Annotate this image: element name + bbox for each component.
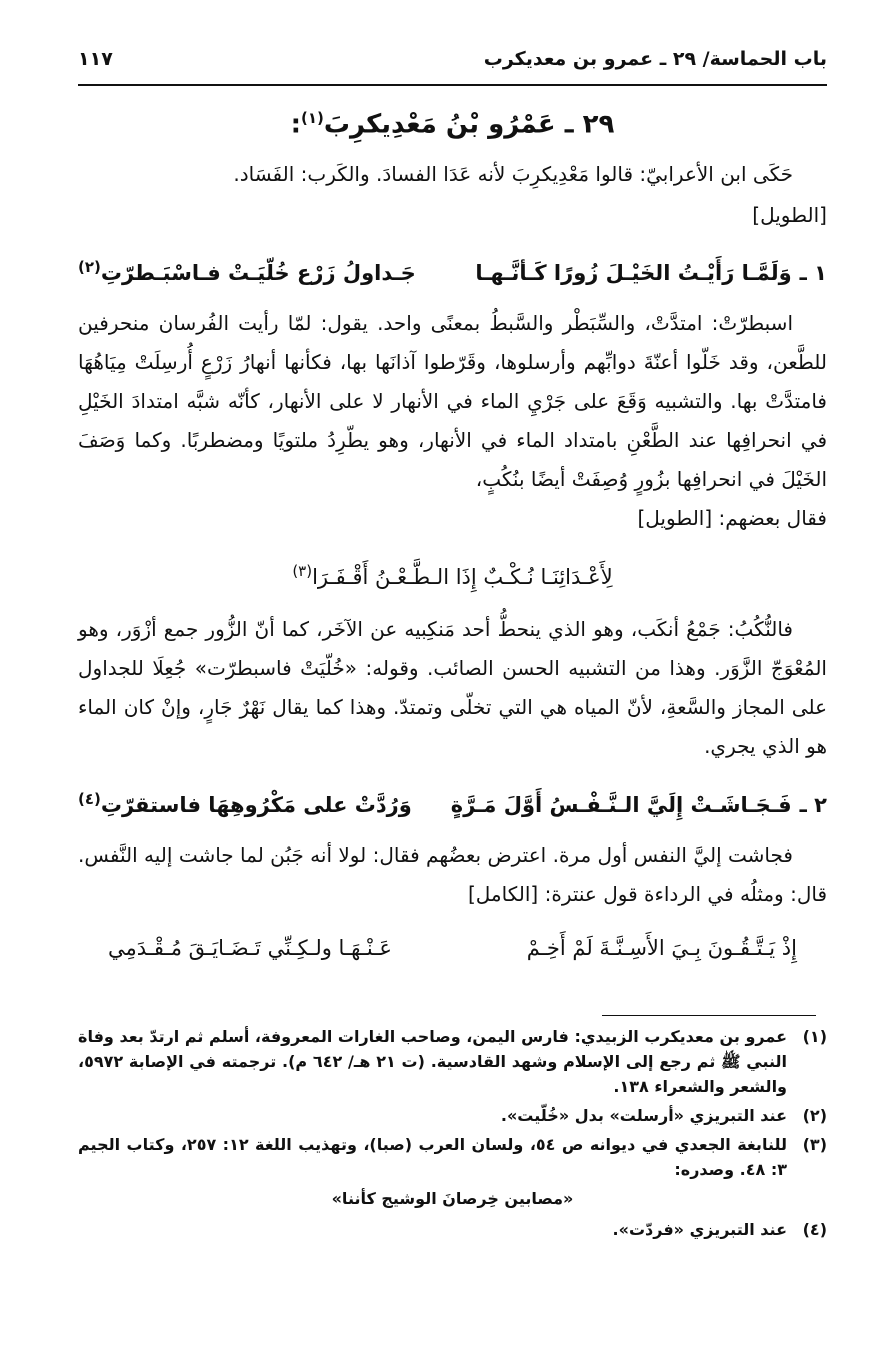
quoted-verse-2 xyxy=(78,920,827,976)
verse-1-second-text: جَـداولُ زَرْع خُلّيَـتْ فـاسْبَـطرّتِ xyxy=(100,260,416,285)
footnote-ref-1: (١) xyxy=(301,109,324,127)
footnote-4-number: (٤) xyxy=(802,1220,827,1239)
running-title: باب الحماسة/ ٢٩ ـ عمرو بن معديكرب xyxy=(483,48,827,70)
commentary-paragraph-1-end: فقال بعضهم: [الطويل] xyxy=(637,505,827,530)
meter-label: [الطويل] xyxy=(752,202,827,227)
footnote-4-text: عند التبريزي «فردّت». xyxy=(612,1220,787,1239)
entry-title-text: ٢٩ ـ عَمْرُو بْنُ مَعْدِيكرِبَ xyxy=(323,109,615,140)
footnote-ref-2: (٢) xyxy=(77,257,101,276)
footnote-3-text: للنابغة الجعدي في ديوانه ص ٥٤، ولسان العرب (صبا)، وتهذيب اللغة ١٢: ٢٥٧، وكتاب الجيم ٣: ٤٨. وصدره: xyxy=(78,1135,788,1179)
verse-1 xyxy=(78,244,827,296)
page-header xyxy=(78,44,827,86)
footnote-2-number: (٢) xyxy=(802,1106,827,1125)
footnote-4 xyxy=(78,1217,827,1242)
commentary-paragraph-2: فالنُّكُبُ: جَمْعُ أنكَب، وهو الذي ينحطُّ أحد مَنكِبيه عن الآخَر، كما أنّ الزُّور جمع أزْوَر، وهو المُعْوَجّ الزَّوَر. وهذا من التشبيه الحسن الصائب. وقوله: «خُلّيَتْ فاسبطرّت» جُعِلَا للجداول على المجاز والسَّعةِ، لأنّ المياه هي التي تخلّى وتمتدّ. وهذا كما يقال نَهْرٌ جَارٍ، وإنْ كان الماء هو الذي يجري. xyxy=(78,616,827,758)
footnote-ref-4: (٤) xyxy=(77,789,101,808)
footnote-1-number: (١) xyxy=(802,1027,827,1046)
footnote-divider xyxy=(602,1015,816,1016)
footnotes xyxy=(78,1024,827,1246)
footnote-1-text: عمرو بن معديكرب الزبيدي: فارس اليمن، وصاحب الغارات المعروفة، أسلم ثم ارتدّ بعد وفاة النبي ﷺ ثم رجع إلى الإسلام وشهد القادسية. (ت ٢١ هـ/ ٦٤٢ م). ترجمته في الإصابة ٥٩٧٢، والشعر والشعراء ١٣٨. xyxy=(78,1027,788,1096)
footnote-3-number: (٣) xyxy=(802,1135,827,1154)
footnote-ref-3: (٣) xyxy=(292,561,313,580)
commentary-paragraph-3: فجاشت إليَّ النفس أول مرة. اعترض بعضُهم فقال: لولا أنه جَبُن لما جاشت إليه النَّفس. قال: ومثلُه في الرداءة قول عنترة: [الكامل] xyxy=(78,842,827,906)
commentary-paragraph-1: اسبطرّتْ: امتدَّتْ، والسِّبَطْر والسَّبطُ بمعنًى واحد. يقول: لمّا رأيت الفُرسان منحرفين للطَّعن، وقد خَلّوا أعنّةَ دوابِّهم وأرسلوها، وقَرّطوا آذانَها بها، فكأنها أنهارُ زَرْعٍ أُرسِلَتْ مِيَاهُهَا فامتدَّتْ بها. والتشبيه وَقَعَ على جَرْيِ الماء في الأنهار لا على الأنهار، كأنّه شبَّه امتدادَ الخَيْلِ في انحرافِها عند الطَّعْنِ بامتداد الماء في الأنهار، وهو يطّرِدُ ملتويًا ومضطربًا. وكما وَصَفَ الخَيْلَ في انحرافِها بزُورٍ وُصِفَتْ أيضًا بنُكُبٍ، xyxy=(78,310,827,491)
intro-paragraph: حَكَى ابن الأعرابيّ: قالوا مَعْدِيكرِبَ لأنه عَدَا الفسادَ. والكَرب: الفَسَاد. xyxy=(233,161,793,186)
footnote-3-verse: «مصابين خِرصانَ الوشيج كأننا» xyxy=(331,1189,574,1208)
entry-title-colon: : xyxy=(290,109,301,140)
quoted-verse-1 xyxy=(78,544,827,604)
verse-2-number: ٢ ـ xyxy=(799,792,827,817)
verse-1-number: ١ ـ xyxy=(799,260,827,285)
verse-2-second-hemistich xyxy=(78,776,435,828)
main-text xyxy=(78,96,827,976)
page-number: ١١٧ xyxy=(78,48,113,70)
verse-1-first-hemistich: وَلَمَّـا رَأَيْـتُ الخَيْـلَ زُورًا كَـأنَّـهـا xyxy=(475,260,792,285)
footnote-1 xyxy=(78,1024,827,1099)
quoted-verse-2-first: إِذْ يَـتَّـقُـونَ بِـيَ الأَسِـنَّـةَ لَمْ أَخِـمْ xyxy=(526,935,797,960)
quoted-verse-2-second: عَـنْـهَـا ولـكِـنِّي تَـضَـايَـقَ مُـقْـدَمِي xyxy=(108,935,392,960)
footnote-2 xyxy=(78,1103,827,1128)
verse-2-second-text: وَرُدَّتْ على مَكْرُوهِهَا فاستقرّتِ xyxy=(100,792,412,817)
verse-2 xyxy=(78,776,827,828)
footnote-2-text: عند التبريزي «أرسلت» بدل «خُلّيت». xyxy=(500,1106,787,1125)
verse-2-first-hemistich: فَـجَـاشَـتْ إِلَيَّ الـنَّـفْـسُ أَوَّلَ مَـرَّةٍ xyxy=(450,792,792,817)
verse-1-second-hemistich xyxy=(78,244,435,296)
entry-title xyxy=(78,96,827,147)
footnote-3 xyxy=(78,1132,827,1182)
quoted-verse-1-text: لِأَعْـدَائِنَـا نُـكْـبٌ إِذَا الـطَّـعْـنُ أَقْـفَـرَا xyxy=(312,564,613,589)
